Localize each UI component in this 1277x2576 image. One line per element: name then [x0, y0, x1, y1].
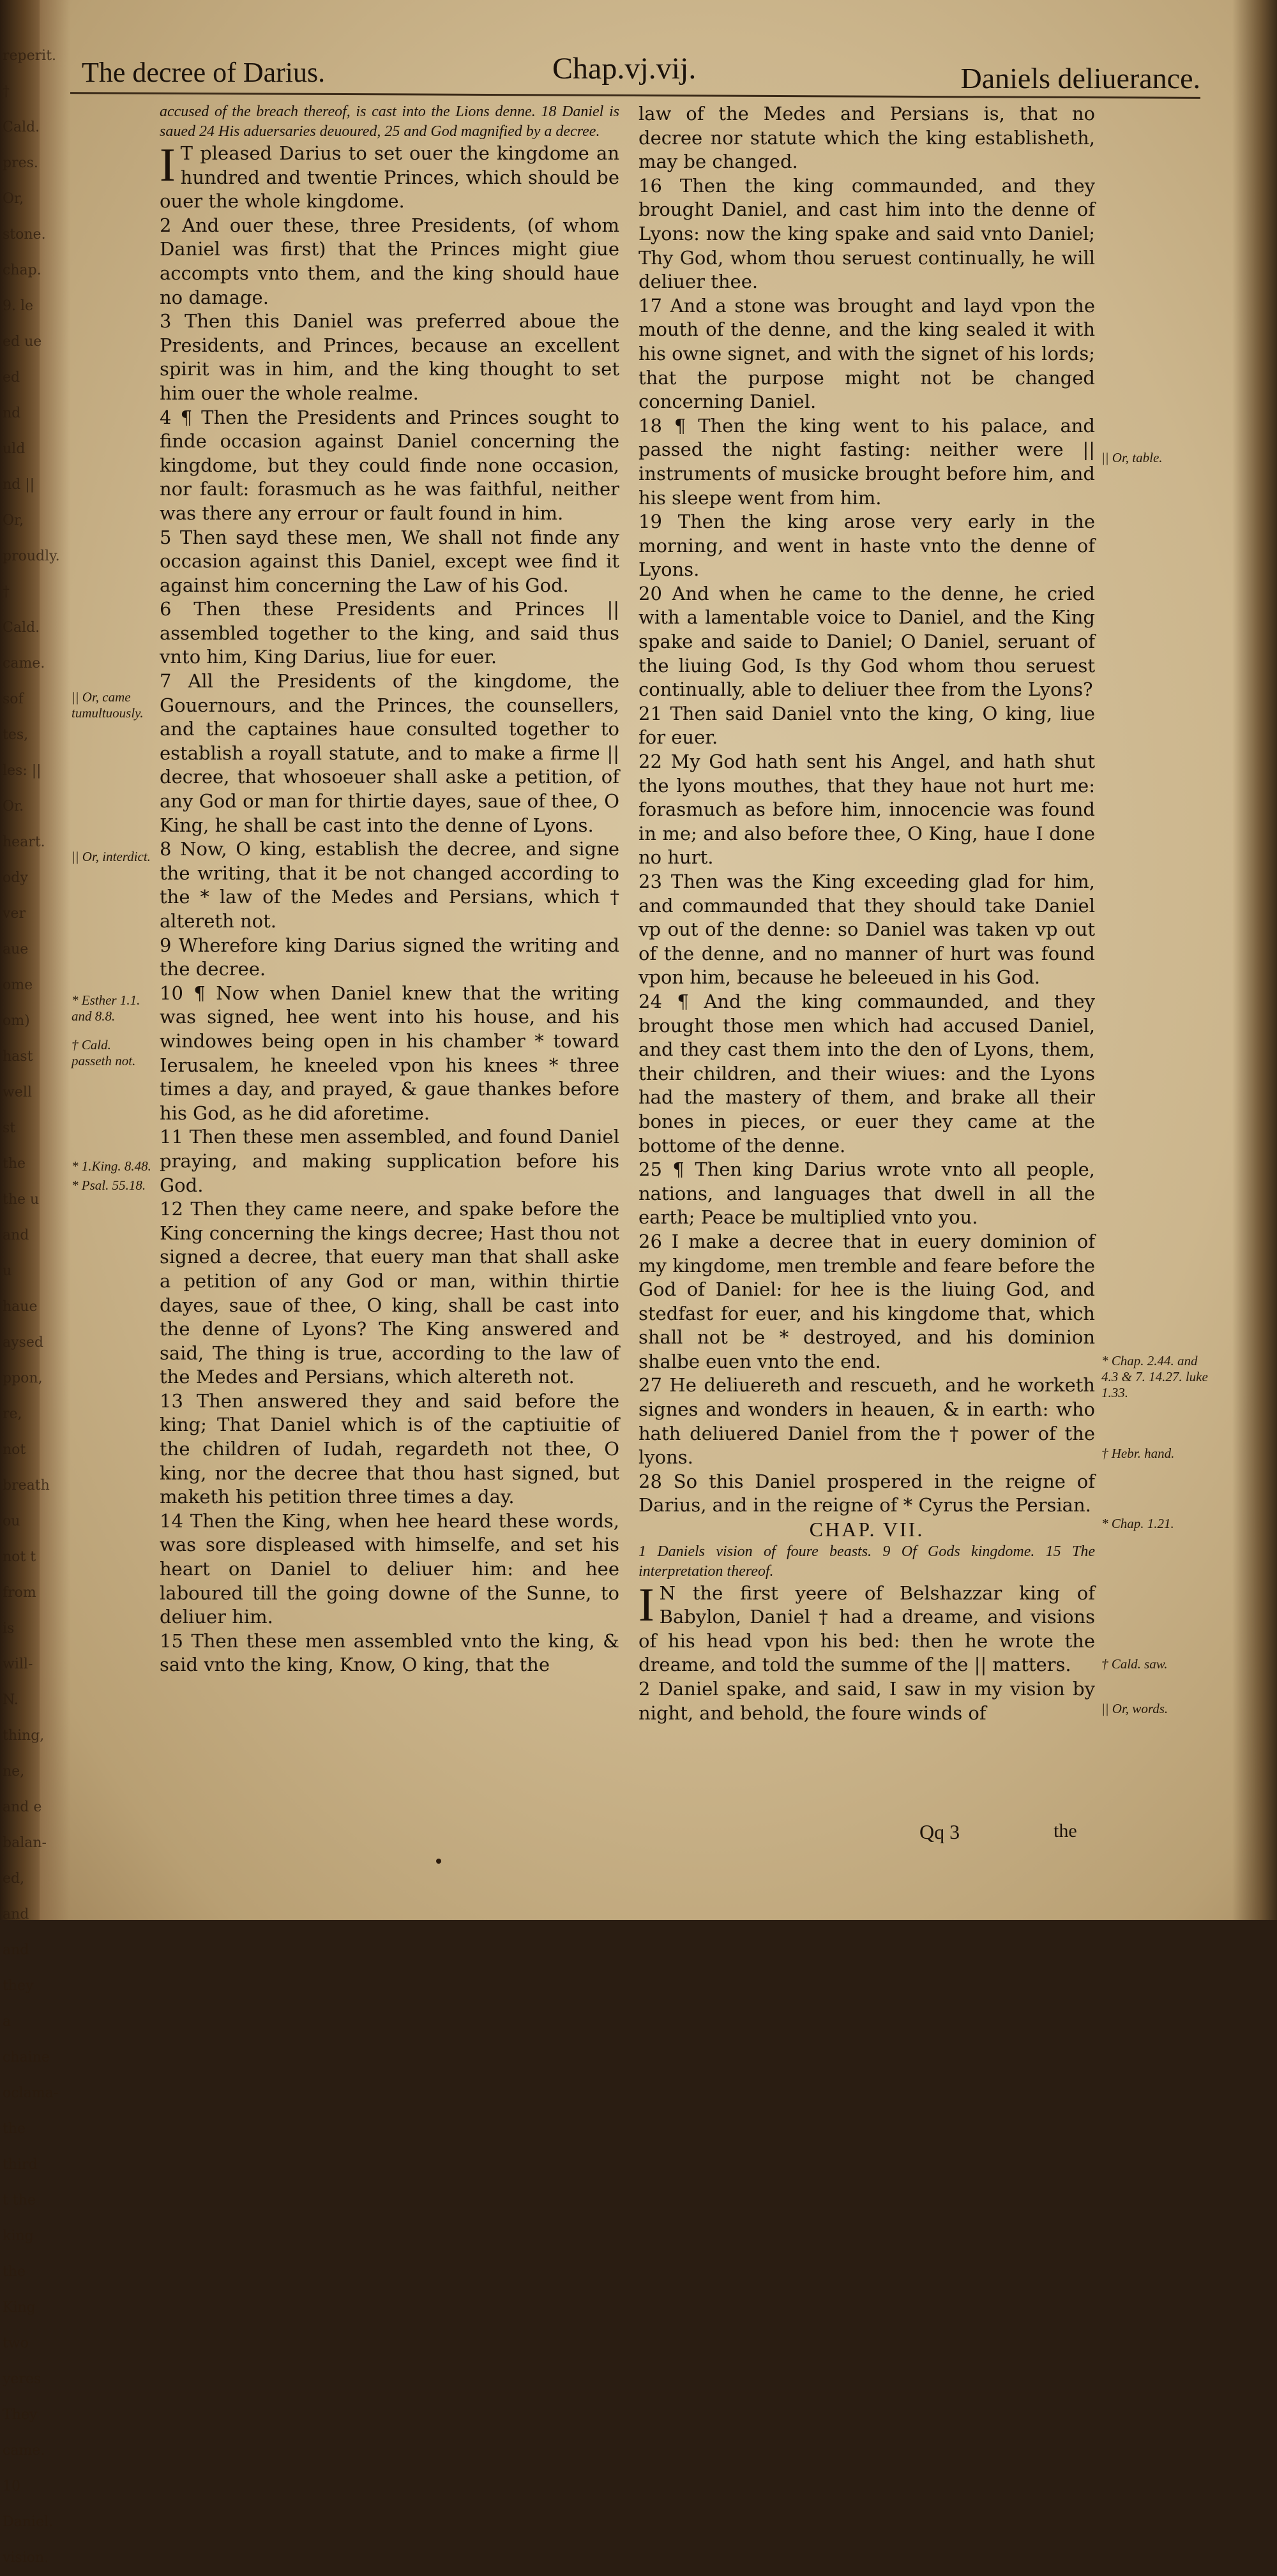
right-text-column [638, 102, 1095, 1725]
verse-opening [638, 1578, 1095, 1677]
verse-text: T pleased Darius to set ouer the kingdome an hundred and twentie Princes, which should be ouer the whole kingdome. [160, 142, 619, 213]
verse: 2 Daniel spake, and said, I saw in my vision by night, and behold, the foure winds of [638, 1678, 1095, 1724]
running-head-chapter: Chap.vj.vij. [552, 52, 697, 86]
margin-note-left: * 1.King. 8.48. [72, 1158, 151, 1174]
catchword: the [1054, 1820, 1077, 1841]
margin-note-right: * Chap. 1.21. [1101, 1516, 1174, 1531]
margin-note-right: || Or, words. [1101, 1701, 1168, 1716]
verse-text: N the first yeere of Belshazzar king of Babylon, Daniel † had a dreame, and visions of his head vpon his bed: then he wrote the dreame, and told the summe of the || matters. [638, 1582, 1095, 1676]
verse: 26 I make a decree that in euery dominion of my kingdome, men tremble and feare before the God of Daniel: for hee is the liuing God, and stedfast for euer, and his kingdome that, which shall not be * destroyed, and his dominion shalbe euen vnto the end. [638, 1230, 1095, 1372]
margin-note-left: || Or, came tumultuously. [72, 689, 144, 721]
running-head-left: The decree of Darius. [82, 57, 326, 88]
verse: 2 And ouer these, three Presidents, (of whom Daniel was first) that the Princes might giue accompts vnto them, and the king should haue no damage. [160, 214, 619, 308]
chapter-heading: CHAP. VII. [809, 1518, 925, 1541]
verse: 18 ¶ Then the king went to his palace, and passed the night fasting: neither were || instruments of musicke brought before him, and his sleepe went from him. [638, 414, 1095, 509]
drop-capital: I [638, 1578, 654, 1631]
verse: 14 Then the King, when hee heard these words, was sore displeased with himselfe, and set his heart on Daniel to deliuer him: and hee laboured till the going downe of the Sunne, to deliuer him. [160, 1509, 619, 1628]
verse: 15 Then these men assembled vnto the king, & said vnto the king, Know, O king, that the [160, 1629, 619, 1676]
chapter-summary: accused of the breach thereof, is cast into the Lions denne. 18 Daniel is saued 24 His aduersaries deuoured, 25 and God magnified by a decree. [160, 103, 619, 140]
running-head-right: Daniels deliuerance. [960, 62, 1200, 94]
margin-note-left: || Or, interdict. [72, 849, 151, 864]
ink-dot [436, 1859, 441, 1864]
verse: 17 And a stone was brought and layd vpon the mouth of the denne, and the king sealed it with his owne signet, and with the signet of his lords; that the purpose might not be changed concerning Daniel. [638, 294, 1095, 413]
verse: 13 Then answered they and said before the king; That Daniel which is of the captiuitie of the children of Iudah, regardeth not thee, O king, nor the decree that thou hast signed, but maketh his petition three times a day. [160, 1389, 619, 1508]
signature-mark: Qq 3 [919, 1820, 960, 1843]
running-head [70, 45, 1200, 96]
verse-opening [160, 139, 619, 214]
verse: 11 Then these men assembled, and found Daniel praying, and making supplication before his God. [160, 1126, 619, 1196]
verse: 23 Then was the King exceeding glad for him, and commaunded that they should take Daniel vp out of the denne: so Daniel was taken vp out of the denne, and no manner of hurt was found vpon him, because he beleeued in his God. [638, 871, 1095, 989]
verse: 24 ¶ And the king commaunded, and they brought those men which had accused Daniel, and they cast them into the den of Lyons, them, their children, and their wiues: and the Lyons had the mastery of them, and brake all their bones in pieces, or euer they came at the bottome of the denne. [638, 990, 1095, 1157]
chapter-summary: 1 Daniels vision of foure beasts. 9 Of Gods kingdome. 15 The interpretation thereof. [638, 1543, 1095, 1580]
verse: 6 Then these Presidents and Princes || assembled together to the king, and said thus vnto him, King Darius, liue for euer. [160, 598, 619, 668]
verse: 9 Wherefore king Darius signed the writing and the decree. [160, 934, 619, 980]
margin-note-right: * Chap. 2.44. and 4.3 & 7. 14.27. luke 1.33. [1101, 1353, 1208, 1400]
margin-note-right: † Cald. saw. [1101, 1656, 1168, 1672]
verse: 21 Then said Daniel vnto the king, O king, liue for euer. [638, 702, 1095, 749]
verse: 20 And when he came to the denne, he cried with a lamentable voice to Daniel, and the King spake and saide to Daniel; O Daniel, seruant of the liuing God, Is thy God whom thou seruest continually, able to deliuer thee from the Lyons? [638, 582, 1095, 701]
verse: 10 ¶ Now when Daniel knew that the writing was signed, hee went into his house, and his windowes being open in his chamber * toward Ierusalem, he kneeled vpon his knees * three times a day, and prayed, & gaue thankes before his God, as he did aforetime. [160, 982, 619, 1124]
verse: 19 Then the king arose very early in the morning, and went in haste vnto the denne of Lyons. [638, 511, 1095, 581]
margin-note-left: † Cald. passeth not. [72, 1037, 136, 1068]
margin-note-right: † Hebr. hand. [1101, 1446, 1175, 1461]
verse: 4 ¶ Then the Presidents and Princes sought to finde occasion against Daniel concerning the kingdome, but they could finde none occasion, nor fault: forasmuch as he was faithful, neither was there any errour or fault found in him. [160, 406, 619, 524]
verse: 22 My God hath sent his Angel, and hath shut the lyons mouthes, that they haue not hurt me: forasmuch as before him, innocencie was found in me; and also before thee, O King, haue I done no hurt. [638, 751, 1095, 869]
verse: 7 All the Presidents of the kingdome, the Gouernours, and the Princes, the counsellers, and the captaines haue consulted together to establish a royall statute, and to make a firme || decree, that whosoeuer shall aske a petition, of any God or man for thirtie dayes, saue of thee, O King, he shall be cast into the denne of Lyons. [160, 670, 619, 836]
verse: 5 Then sayd these men, We shall not finde any occasion against this Daniel, except wee find it against him concerning the Law of his God. [160, 526, 619, 596]
facing-page-fragments: reperit. † Cald. pres. Or, stone. chap. 9. le ed ue ed nd uld nd || Or, proudly. † Cald. came. sof tes, les: || Or. heart. ody ver aue ome om) hast well st the the u and u haue aysed ppon, re, not breath ou not t from is will- N. thing, ne, and e balan- ed, and and they a chaine oclama- the third t the king the King two yeres They came. 10 Daniel. vision. [3, 48, 60, 2566]
verse: 16 Then the king commaunded, and they brought Daniel, and cast him into the denne of Lyons: now the king spake and said vnto Daniel; Thy God, whom thou seruest continually, he will deliuer thee. [638, 174, 1095, 293]
drop-capital: I [160, 139, 176, 191]
verse: 28 So this Daniel prospered in the reigne of Darius, and in the reigne of * Cyrus the Persian. [638, 1470, 1095, 1516]
verse: 27 He deliuereth and rescueth, and he worketh signes and wonders in heauen, & in earth: who hath deliuered Daniel from the † power of the lyons. [638, 1374, 1095, 1469]
verse: law of the Medes and Persians is, that no decree nor statute which the king establisheth, may be changed. [638, 103, 1095, 173]
margin-note-left: * Psal. 55.18. [72, 1178, 146, 1193]
margin-note-left: * Esther 1.1. and 8.8. [72, 992, 140, 1024]
verse: 3 Then this Daniel was preferred aboue the Presidents, and Princes, because an excellent spirit was in him, and the king thought to set him ouer the whole realme. [160, 310, 619, 404]
verse: 25 ¶ Then king Darius wrote vnto all people, nations, and languages that dwell in all the earth; Peace be multiplied vnto you. [638, 1158, 1095, 1229]
verse: 12 Then they came neere, and spake before the King concerning the kings decree; Hast thou not signed a decree, that euery man that shall aske a petition of any God or man, within thirtie dayes, saue of thee, O king, shall be cast into the denne of Lyons? The King answered and said, The thing is true, according to the law of the Medes and Persians, which altereth not. [160, 1198, 619, 1388]
left-text-column [160, 102, 619, 1677]
margin-note-right: || Or, table. [1101, 450, 1163, 465]
verse: 8 Now, O king, establish the decree, and signe the writing, that it be not changed according to the * law of the Medes and Persians, which † altereth not. [160, 838, 619, 932]
